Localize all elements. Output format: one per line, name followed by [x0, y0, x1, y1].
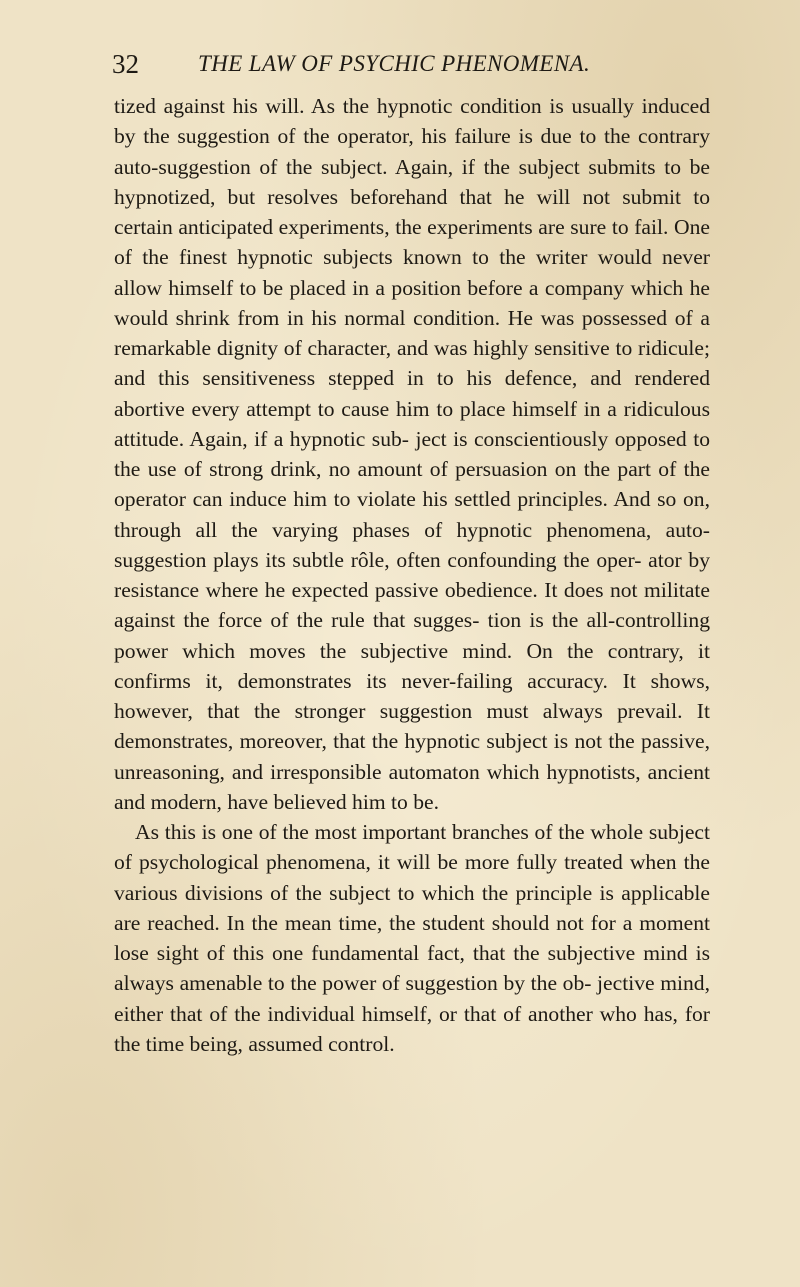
page-number: 32 [112, 49, 139, 79]
body-text [114, 91, 710, 1059]
running-head [112, 46, 672, 82]
paragraph-2: As this is one of the most important branches of the whole subject of psychological phenomena, it will be more fully treated when the various divisions of the subject to which the principle is applicable are reached. In the mean time, the student should not for a moment lose sight of this one fundamental fact, that the subjective mind is always amenable to the power of suggestion by the ob- jective mind, either that of the individual himself, or that of another who has, for the time being, assumed control. [114, 820, 710, 1056]
paragraph-1: tized against his will. As the hypnotic condition is usually induced by the suggestion of the operator, his failure is due to the contrary auto-suggestion of the subject. Again, if the subject submits to be hypnotized, but resolves beforehand that he will not submit to certain anticipated experiments, the experiments are sure to fail. One of the finest hypnotic subjects known to the writer would never allow himself to be placed in a position before a company which he would shrink from in his normal condition. He was possessed of a remarkable dignity of character, and was highly sensitive to ridicule; and this sensitiveness stepped in to his defence, and rendered abortive every attempt to cause him to place himself in a ridiculous attitude. Again, if a hypnotic sub- ject is conscientiously opposed to the use of strong drink, no amount of persuasion on the part of the operator can induce him to violate his settled principles. And so on, through all the varying phases of hypnotic phenomena, auto- suggestion plays its subtle rôle, often confounding the oper- ator by resistance where he expected passive obedience. It does not militate against the force of the rule that sugges- tion is the all-controlling power which moves the subjective mind. On the contrary, it confirms it, demonstrates its never-failing accuracy. It shows, however, that the stronger suggestion must always prevail. It demonstrates, moreover, that the hypnotic subject is not the passive, unreasoning, and irresponsible automaton which hypnotists, ancient and modern, have believed him to be. [114, 94, 710, 814]
running-title: THE LAW OF PSYCHIC PHENOMENA. [198, 51, 591, 76]
